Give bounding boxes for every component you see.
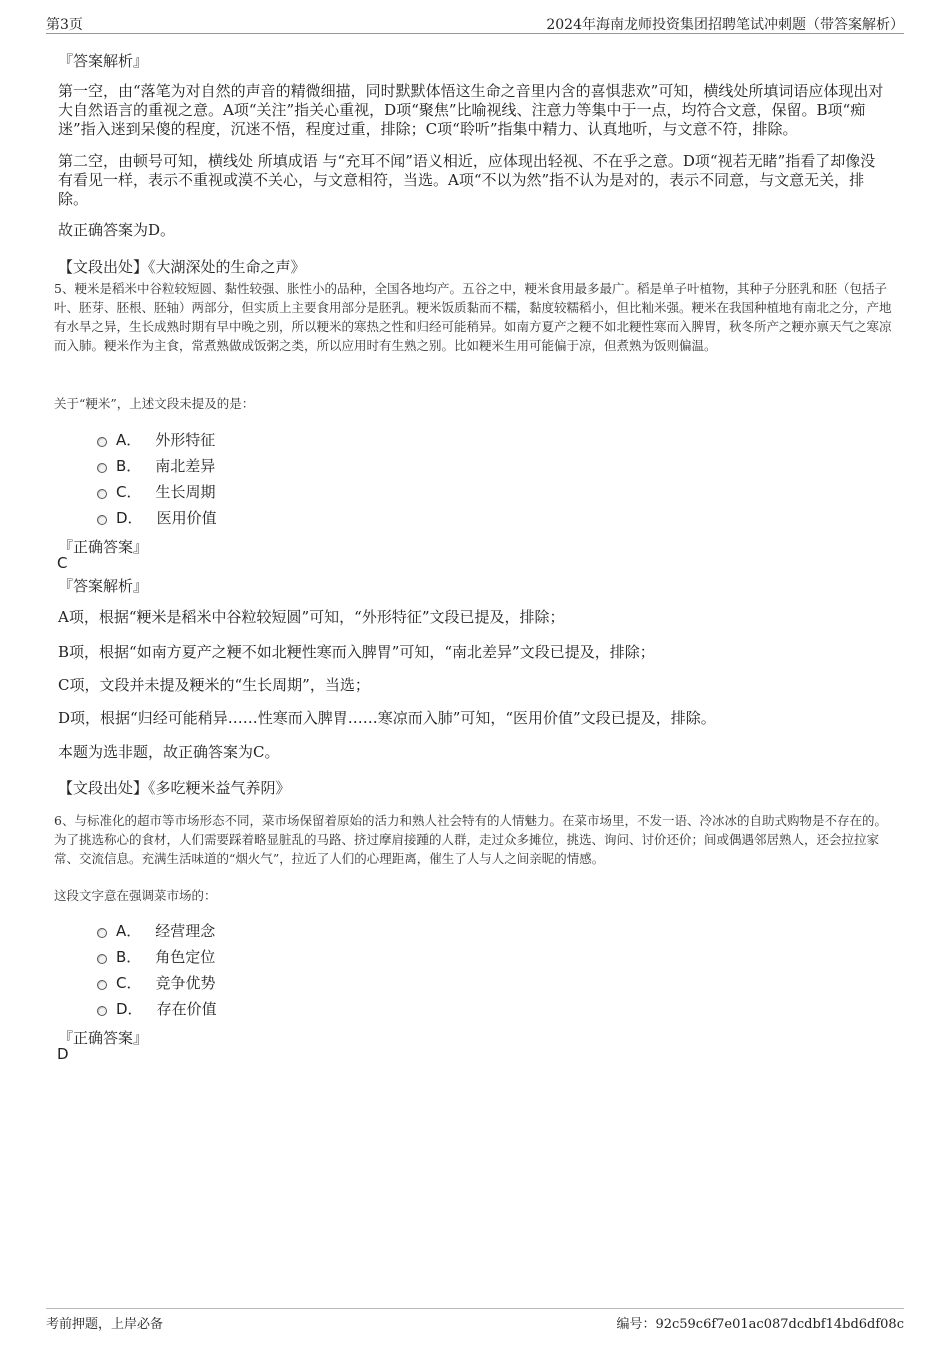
document-title: 2024年海南龙师投资集团招聘笔试冲刺题（带答案解析） <box>546 17 904 33</box>
q4-analysis-para-2: 第二空，由顿号可知，横线处 所填成语 与“充耳不闻”语义相近，应体现出轻视、不在乎之意。D项“视若无睹”指看了却像没有看见一样，表示不重视或漠不关心，与文意相符，当选。A项“不以为然”指不认为是对的，表示不同意，与文意无关，排除。 <box>58 152 876 208</box>
q5-analysis-label: 『答案解析』 <box>58 577 149 595</box>
radio-icon[interactable] <box>97 489 107 499</box>
q4-source: 【文段出处】《大湖深处的生命之声》 <box>58 258 306 276</box>
q6-option-c[interactable]: C． 竞争优势 <box>97 972 216 993</box>
footer-slogan: 考前押题，上岸必备 <box>46 1317 164 1332</box>
radio-icon[interactable] <box>97 1006 107 1016</box>
q5-option-b[interactable]: B． 南北差异 <box>97 455 215 476</box>
q5-question: 关于“粳米”，上述文段未提及的是： <box>54 396 255 411</box>
q6-passage: 6、与标准化的超市等市场形态不同，菜市场保留着原始的活力和熟人社会特有的人情魅力。在菜市场里，不发一语、冷冰冰的自助式购物是不存在的。为了挑选称心的食材，人们需要踩着略显脏乱的马路、挤过摩肩接踵的人群，走过众多摊位，挑选、询问、讨价还价；间或偶遇邻居熟人，还会拉拉家常、交流信息。充满生活味道的“烟火气”，拉近了人们的心理距离，催生了人与人之间亲昵的情感。 <box>54 813 887 866</box>
document-code: 编号：92c59c6f7e01ac087dcdbf14bd6df08c <box>616 1317 904 1332</box>
q5-analysis-d: D项，根据“归经可能稍异……性寒而入脾胃……寒凉而入肺”可知，“医用价值”文段已提及，排除。 <box>58 709 716 727</box>
radio-icon[interactable] <box>97 515 107 525</box>
q5-option-d[interactable]: D． 医用价值 <box>97 507 217 528</box>
header-divider <box>46 33 904 34</box>
q6-correct-label: 『正确答案』 <box>58 1029 149 1047</box>
q5-option-a[interactable]: A． 外形特征 <box>97 429 215 450</box>
q6-option-a[interactable]: A． 经营理念 <box>97 920 215 941</box>
q5-correct-answer: C <box>57 554 68 572</box>
q4-analysis-label: 『答案解析』 <box>58 52 149 70</box>
radio-icon[interactable] <box>97 928 107 938</box>
q6-option-b[interactable]: B． 角色定位 <box>97 946 215 967</box>
q5-analysis-b: B项，根据“如南方夏产之粳不如北粳性寒而入脾胃”可知，“南北差异”文段已提及，排除； <box>58 643 655 661</box>
radio-icon[interactable] <box>97 980 107 990</box>
q5-conclusion: 本题为选非题，故正确答案为C。 <box>58 743 280 761</box>
q5-analysis-c: C项，文段并未提及粳米的“生长周期”，当选； <box>58 676 370 694</box>
q4-conclusion: 故正确答案为D。 <box>58 221 176 239</box>
q5-passage: 5、粳米是稻米中谷粒较短圆、黏性较强、胀性小的品种，全国各地均产。五谷之中，粳米食用最多最广。稻是单子叶植物，其种子分胚乳和胚（包括子叶、胚芽、胚根、胚轴）两部分，但实质上主要食用部分是胚乳。粳米饭质黏而不糯，黏度较糯稻小，但比籼米强。粳米在我国种植地有南北之分，产地有水旱之异，生长成熟时期有早中晚之别，所以粳米的寒热之性和归经可能稍异。如南方夏产之粳不如北粳性寒而入脾胃，秋冬所产之粳亦禀天气之寒凉而入肺。粳米作为主食，常煮熟做成饭粥之类，所以应用时有生熟之别。比如粳米生用可能偏于凉，但煮熟为饭则偏温。 <box>54 281 892 353</box>
q6-correct-answer: D <box>57 1045 69 1063</box>
radio-icon[interactable] <box>97 463 107 473</box>
radio-icon[interactable] <box>97 954 107 964</box>
q6-option-d[interactable]: D． 存在价值 <box>97 998 217 1019</box>
footer-divider <box>46 1308 904 1309</box>
q5-correct-label: 『正确答案』 <box>58 538 149 556</box>
q5-analysis-a: A项，根据“粳米是稻米中谷粒较短圆”可知，“外形特征”文段已提及，排除； <box>58 608 565 626</box>
page-number: 第3页 <box>46 17 83 33</box>
q4-analysis-para-1: 第一空，由“落笔为对自然的声音的精微细描，同时默默体悟这生命之音里内含的喜惧悲欢”可知，横线处所填词语应体现出对大自然语言的重视之意。A项“关注”指关心重视，D项“聚焦”比喻视线、注意力等集中于一点，均符合文意，保留。B项“痴迷”指入迷到呆傻的程度，沉迷不悟，程度过重，排除；C项“聆听”指集中精力、认真地听，与文意不符，排除。 <box>58 82 884 138</box>
radio-icon[interactable] <box>97 437 107 447</box>
q6-question: 这段文字意在强调菜市场的： <box>54 888 217 903</box>
q5-source: 【文段出处】《多吃粳米益气养阴》 <box>58 779 291 797</box>
q5-option-c[interactable]: C． 生长周期 <box>97 481 216 502</box>
